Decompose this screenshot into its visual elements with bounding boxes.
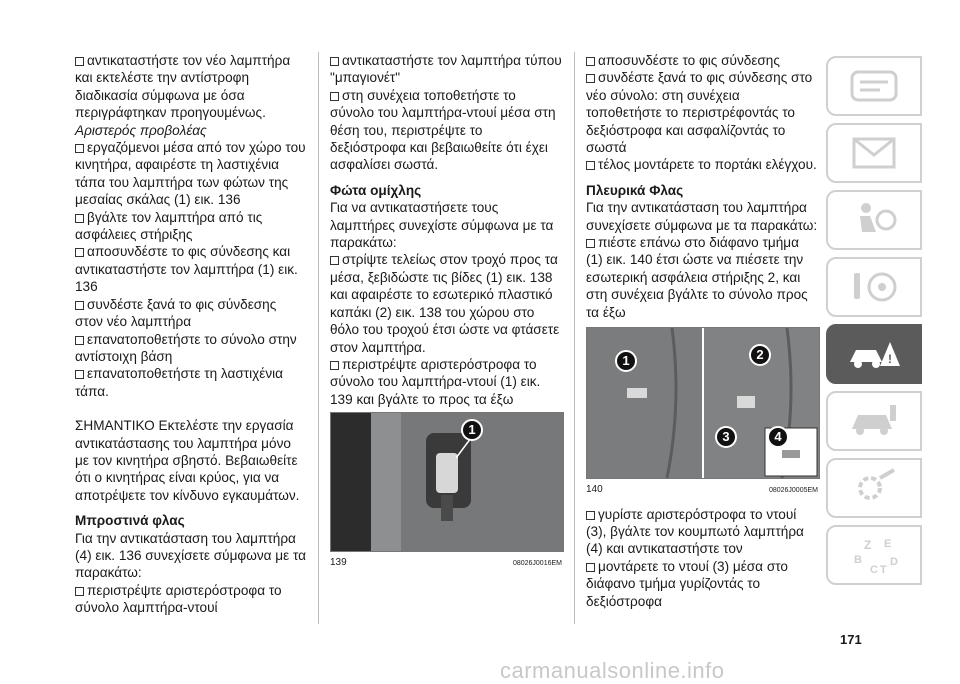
tab-dashboard[interactable] [826,56,922,116]
checkbox-bullet-icon [75,587,84,596]
figure-caption [586,481,818,499]
column-1 [75,52,307,617]
figure-caption [330,554,562,572]
bullet-item: περιστρέψτε αριστερόστροφα το σύνολο του λαμπτήρα-ντουί (1) εικ. 139 και βγάλτε το προς τα έξω [330,356,541,407]
checkbox-bullet-icon [586,74,595,83]
bullet-item: συνδέστε ξανά το φις σύνδεσης στο νέο σύνολο: στη συνέχεια τοποθετήστε το περιστρέφοντάς το δεξιόστροφα και ασφαλίζοντάς το σωστά [586,70,813,156]
checkbox-bullet-icon [75,301,84,310]
figure-code: 08026J0005EM [768,487,818,495]
tab-starting-driving[interactable] [826,257,922,317]
bullet-item: τέλος μοντάρετε το πορτάκι ελέγχου. [586,156,818,173]
index-letter: T [880,564,887,576]
checkbox-bullet-icon [586,239,595,248]
bullet-item: στη συνέχεια τοποθετήστε το σύνολο του λαμπτήρα-ντουί μέσα στη θέση του, περιστρέψτε το δεξιόστροφα και βεβαιωθείτε ότι έχει ασφαλίσει σωστά. [330,87,556,173]
checkbox-bullet-icon [586,161,595,170]
checkbox-bullet-icon [586,57,595,66]
bullet-item: συνδέστε ξανά το φις σύνδεσης στον νέο λαμπτήρα [75,296,277,330]
car-service-icon [846,399,902,443]
bullet-item: επανατοποθετήστε τη λαστιχένια τάπα. [75,366,284,399]
callout-1: 1 [615,350,637,372]
paragraph: Για την αντικατάσταση του λαμπτήρα (4) εικ. 136 συνεχίσετε σύμφωνα με τα παρακάτω: [75,530,306,581]
index-letter: E [884,538,892,550]
index-letter: D [890,556,898,568]
bullet-item: αποσυνδέστε το φις σύνδεσης [586,52,818,69]
chapter-tabs [826,56,922,592]
tab-safety[interactable] [826,190,922,250]
section-heading: Πλευρικά Φλας [586,182,684,198]
checkbox-bullet-icon [75,57,84,66]
bullet-item: αποσυνδέστε το φις σύνδεσης και αντικαταστήστε τον λαμπτήρα (1) εικ. 136 [75,244,298,295]
mail-envelope-icon [846,131,902,175]
bullet-item: εργαζόμενοι μέσα από τον χώρο του κινητήρα, αφαιρέστε τη λαστιχένια τάπα του λαμπτήρα των φώτων της μεσαίας σκάλας (1) εικ. 136 [75,140,306,208]
car-breakdown-warning-icon [846,332,902,376]
checkbox-bullet-icon [330,92,339,101]
callout-1: 1 [461,419,483,441]
column-divider [574,52,575,624]
paragraph: Για την αντικατάσταση του λαμπτήρα συνεχίσετε σύμφωνα με τα παρακάτω: [586,200,818,233]
bullet-item: γυρίστε αριστερόστροφα το ντουί (3), βγάλτε τον κουμπωτό λαμπτήρα (4) και αντικαταστήστε τον [586,506,804,557]
seat-airbag-icon [846,198,902,242]
callout-3: 3 [715,426,737,448]
bullet-item: βγάλτε τον λαμπτήρα από τις ασφάλειες στήριξης [75,209,263,243]
bullet-item: αντικαταστήστε τον νέο λαμπτήρα και εκτελέστε την αντίστροφη διαδικασία σύμφωνα με όσα περιγράφτηκαν προηγουμένως. [75,53,291,121]
column-divider [318,52,319,624]
checkbox-bullet-icon [75,370,84,379]
important-note: ΣΗΜΑΝΤΙΚΟ Εκτελέστε την εργασία αντικατάστασης του λαμπτήρα μόνο με τον κινητήρα σβηστό. Βεβαιωθείτε ότι ο κινητήρας είναι κρύος, για να αποτρέψετε τον κίνδυνο εγκαυμάτων. [75,418,300,503]
tab-messages[interactable] [826,123,922,183]
paragraph: Για να αντικαταστήσετε τους λαμπτήρες συνεχίστε σύμφωνα με τα παρακάτω: [330,200,554,251]
bullet-item: στρίψτε τελείως στον τροχό προς τα μέσα, ξεβιδώστε τις βίδες (1) εικ. 138 και αφαιρέστε το εσωτερικό πλαστικό καπάκι (2) εικ. 138 του χώρου στο θόλο του τροχού έτσι ώστε να φτάσετε στον λαμπτήρα. [330,252,560,355]
dashboard-icon [846,64,902,108]
figure-139 [330,412,564,552]
steering-key-icon [846,265,902,309]
subheading: Αριστερός προβολέας [75,122,207,138]
svg-text:!: ! [888,352,892,366]
figure-code: 08026J0016EM [512,560,562,568]
index-letter: C [870,564,878,576]
page-number: 171 [840,632,862,647]
fog-lamp-photo [331,413,563,551]
checkbox-bullet-icon [75,336,84,345]
section-heading: Μπροστινά φλας [75,513,185,529]
bullet-item: μοντάρετε το ντουί (3) μέσα στο διάφανο τμήμα γυρίζοντάς το δεξιόστροφα [586,558,788,609]
column-3 [586,52,818,610]
figure-number: 140 [586,484,603,496]
checkbox-bullet-icon [330,361,339,370]
checkbox-bullet-icon [75,144,84,153]
callout-2: 2 [749,344,771,366]
bullet-item: πιέστε επάνω στο διάφανο τμήμα (1) εικ. 140 έτσι ώστε να πιέσετε την εσωτερική ασφάλεια στήριξης 2, και στη συνέχεια βγάλτε το σύνολο προς τα έξω [586,235,808,320]
bullet-item: αντικαταστήστε τον λαμπτήρα τύπου "μπαγιονέτ" [330,53,562,86]
tab-index[interactable] [826,525,922,585]
callout-4: 4 [767,426,789,448]
figure-140 [586,327,820,479]
figure-number: 139 [330,557,347,569]
checkbox-bullet-icon [330,256,339,265]
bullet-item: περιστρέψτε αριστερόστροφα το σύνολο λαμπτήρα-ντουί [75,582,282,616]
section-heading: Φώτα ομίχλης [330,182,422,198]
index-letter: B [854,554,862,566]
bullet-item: επανατοποθετήστε το σύνολο στην αντίστοιχη βάση [75,331,297,364]
checkbox-bullet-icon [75,248,84,257]
watermark: carmanualsonline.info [500,658,725,683]
tab-technical[interactable] [826,458,922,518]
gear-wrench-icon [846,466,902,510]
tab-emergency[interactable] [826,324,922,384]
checkbox-bullet-icon [586,511,595,520]
index-letter: Z [864,538,872,552]
tab-maintenance[interactable] [826,391,922,451]
checkbox-bullet-icon [330,57,339,66]
alphabet-index-icon [846,533,902,577]
checkbox-bullet-icon [75,214,84,223]
checkbox-bullet-icon [586,563,595,572]
column-2 [330,52,562,573]
